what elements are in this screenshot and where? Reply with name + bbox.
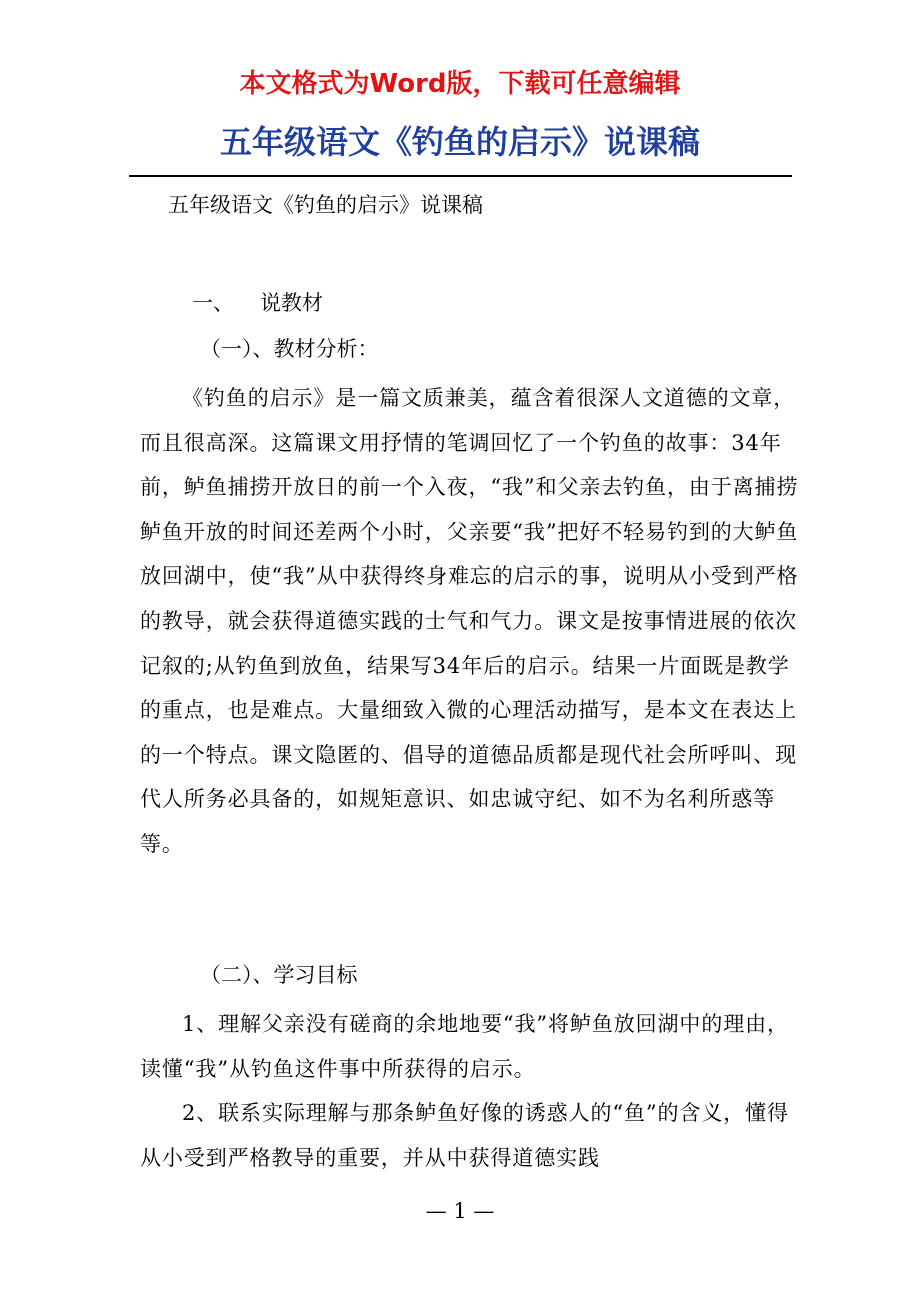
- section-number: 一、: [192, 291, 234, 315]
- subsection-heading-1: （一）、教材分析：: [200, 337, 379, 361]
- page-number: — 1 —: [425, 1199, 495, 1223]
- goals-block: [140, 1002, 800, 1180]
- subsection-heading-2: （二）、学习目标: [200, 963, 358, 987]
- document-title: 五年级语文《钓鱼的启示》说课稿: [219, 123, 700, 161]
- format-banner: 本文格式为Word版，下载可任意编辑: [239, 69, 681, 99]
- section-label: 说教材: [260, 291, 323, 315]
- analysis-paragraph: 《钓鱼的启示》是一篇文质兼美，蕴含着很深人文道德的文章，而且很高深。这篇课文用抒情的笔调回忆了一个钓鱼的故事：34年前，鲈鱼捕捞开放日的前一个入夜，“我”和父亲去钓鱼，由于离捕捞鲈鱼开放的时间还差两个小时，父亲要“我”把好不轻易钓到的大鲈鱼放回湖中，使“我”从中获得终身难忘的启示的事，说明从小受到严格的教导，就会获得道德实践的士气和气力。课文是按事情进展的依次记叙的;从钓鱼到放鱼，结果写34年后的启示。结果一片面既是教学的重点，也是难点。大量细致入微的心理活动描写，是本文在表达上的一个特点。课文隐匿的、倡导的道德品质都是现代社会所呼叫、现代人所务必具备的，如规矩意识、如忠诚守纪、如不为名利所惑等等。: [140, 386, 799, 856]
- title-divider: [129, 175, 792, 177]
- document-subtitle: 五年级语文《钓鱼的启示》说课稿: [168, 193, 483, 217]
- goal-item-1: 1、理解父亲没有磋商的余地地要“我”将鲈鱼放回湖中的理由，读懂“我”从钓鱼这件事中所获得的启示。: [140, 1012, 789, 1081]
- analysis-block: [140, 376, 800, 867]
- section-heading-1: [192, 286, 323, 320]
- goal-item-2: 2、联系实际理解与那条鲈鱼好像的诱惑人的“鱼”的含义，懂得从小受到严格教导的重要，并从中获得道德实践: [140, 1101, 789, 1170]
